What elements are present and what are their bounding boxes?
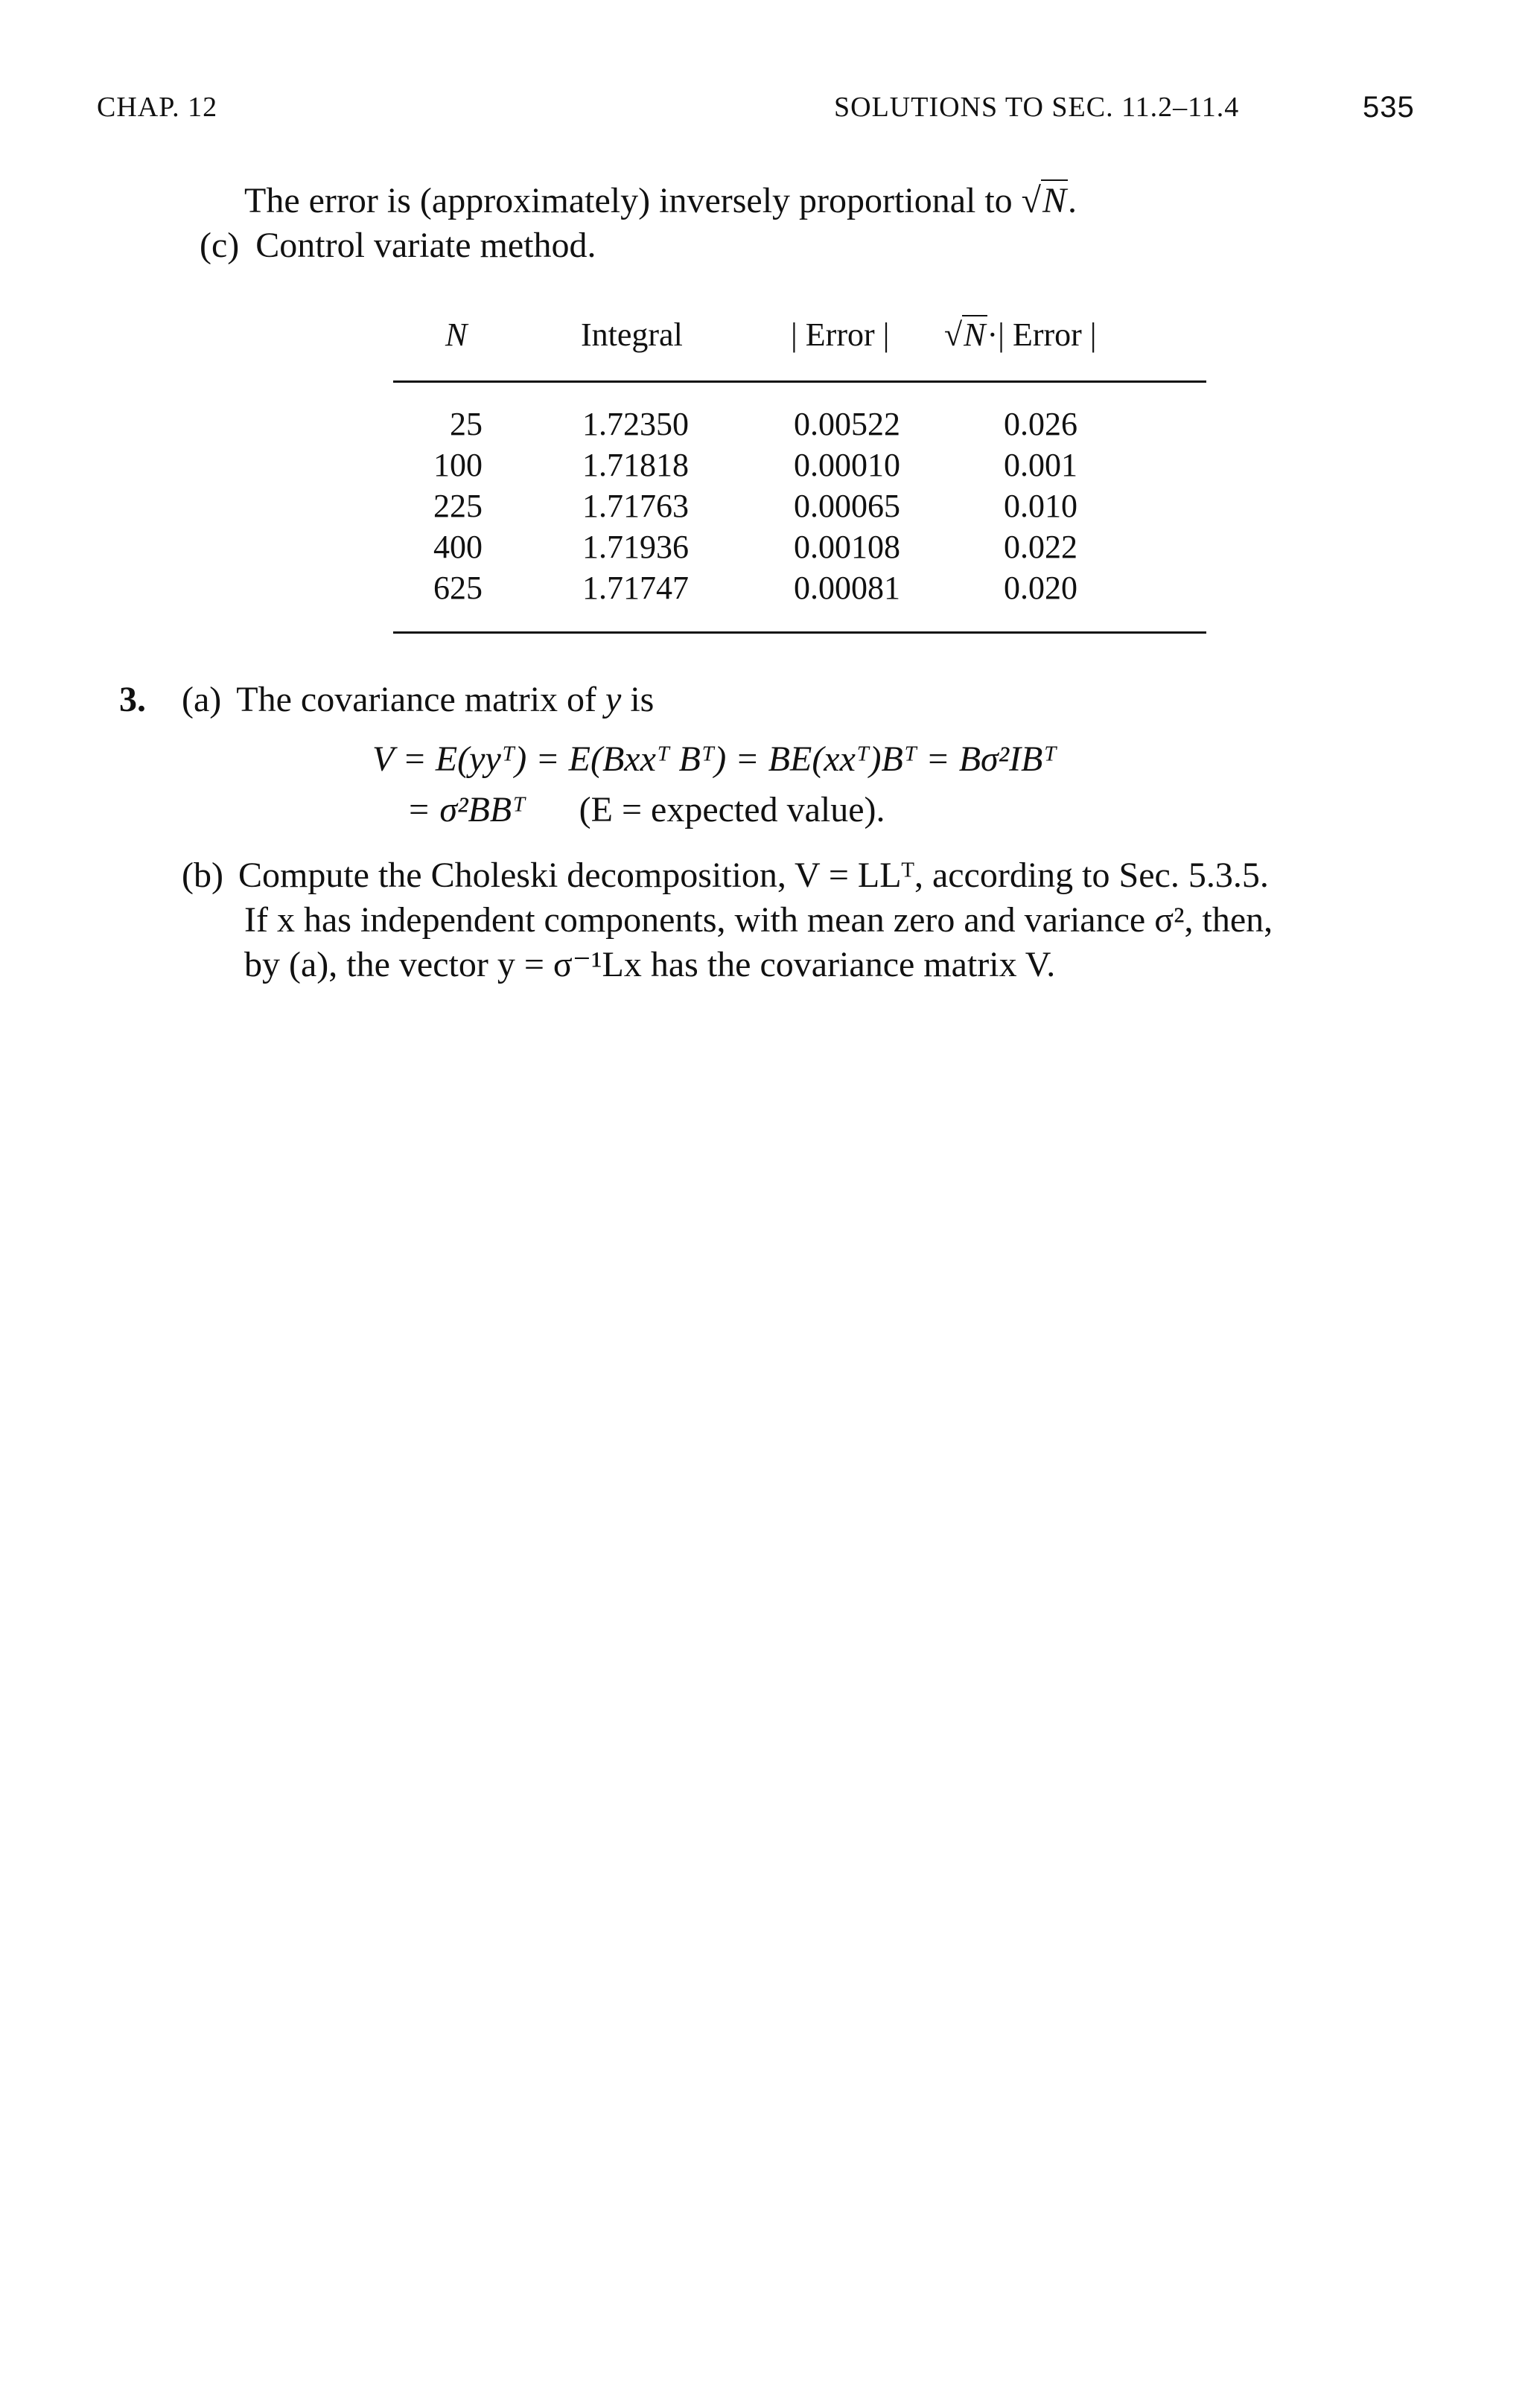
sqrt-n: √N [1021, 181, 1067, 220]
cell-integral: 1.71818 [582, 447, 689, 483]
part-b-line-3: by (a), the vector y = σ⁻¹Lx has the covariance matrix V. [244, 945, 1056, 984]
part-b-line-1 [182, 853, 1269, 898]
cell-integral: 1.71763 [582, 488, 689, 524]
cell-n: 100 [433, 447, 483, 483]
covariance-equation-2 [407, 788, 885, 832]
part-b-line-2: If x has independent components, with mean zero and variance σ², then, [244, 900, 1273, 940]
intro-line-1 [244, 179, 1077, 223]
cell-integral: 1.71936 [582, 529, 689, 565]
header-sqrt-error [944, 316, 1097, 354]
cell-integral: 1.71747 [582, 570, 689, 606]
sqrt-n-header: √N [944, 316, 986, 353]
cell-n: 400 [433, 529, 483, 565]
part-b-label: (b) [182, 856, 223, 895]
part-a-var: y [605, 680, 622, 719]
covariance-equation-1: V = E(yyᵀ) = E(Bxxᵀ Bᵀ) = BE(xxᵀ)Bᵀ = Bσ²IBᵀ [372, 739, 1057, 779]
cell-integral: 1.72350 [582, 406, 689, 442]
chapter-label: CHAP. 12 [97, 92, 218, 123]
cell-error: 0.00108 [794, 529, 900, 565]
intro-line-2 [200, 223, 596, 268]
table-bottom-rule [393, 631, 1206, 634]
part-b-text-1: Compute the Choleski decomposition, V = LLᵀ, according to Sec. 5.3.5. [238, 856, 1269, 895]
equation-2-lhs: = σ²BBᵀ [407, 790, 526, 829]
cell-error: 0.00065 [794, 488, 900, 524]
part-c-text: Control variate method. [255, 226, 596, 265]
cell-scaled: 0.010 [1004, 488, 1077, 524]
cell-scaled: 0.001 [1004, 447, 1077, 483]
cell-n: 625 [433, 570, 483, 606]
problem-3-number: 3. [119, 680, 146, 719]
intro-period: . [1068, 181, 1077, 220]
cell-error: 0.00522 [794, 406, 900, 442]
page-number: 535 [1363, 91, 1415, 124]
part-c-label: (c) [200, 226, 240, 265]
cell-scaled: 0.022 [1004, 529, 1077, 565]
cell-n: 225 [433, 488, 483, 524]
part-a-label: (a) [182, 680, 222, 719]
cell-error: 0.00081 [794, 570, 900, 606]
header-n: N [445, 316, 468, 353]
part-a-text: The covariance matrix of [236, 680, 597, 719]
part-a-line [182, 678, 654, 722]
header-error: | Error | [791, 316, 890, 353]
table-top-rule [393, 380, 1206, 383]
section-title: SOLUTIONS TO SEC. 11.2–11.4 [834, 92, 1240, 123]
cell-n: 25 [450, 406, 483, 442]
part-a-end: is [630, 680, 655, 719]
cell-scaled: 0.026 [1004, 406, 1077, 442]
cell-error: 0.00010 [794, 447, 900, 483]
header-integral: Integral [581, 316, 683, 353]
header-sqrt-error-label: ·| Error | [987, 316, 1097, 353]
equation-2-note: (E = expected value). [579, 790, 885, 829]
cell-scaled: 0.020 [1004, 570, 1077, 606]
intro-text: The error is (approximately) inversely proportional to [244, 181, 1013, 220]
